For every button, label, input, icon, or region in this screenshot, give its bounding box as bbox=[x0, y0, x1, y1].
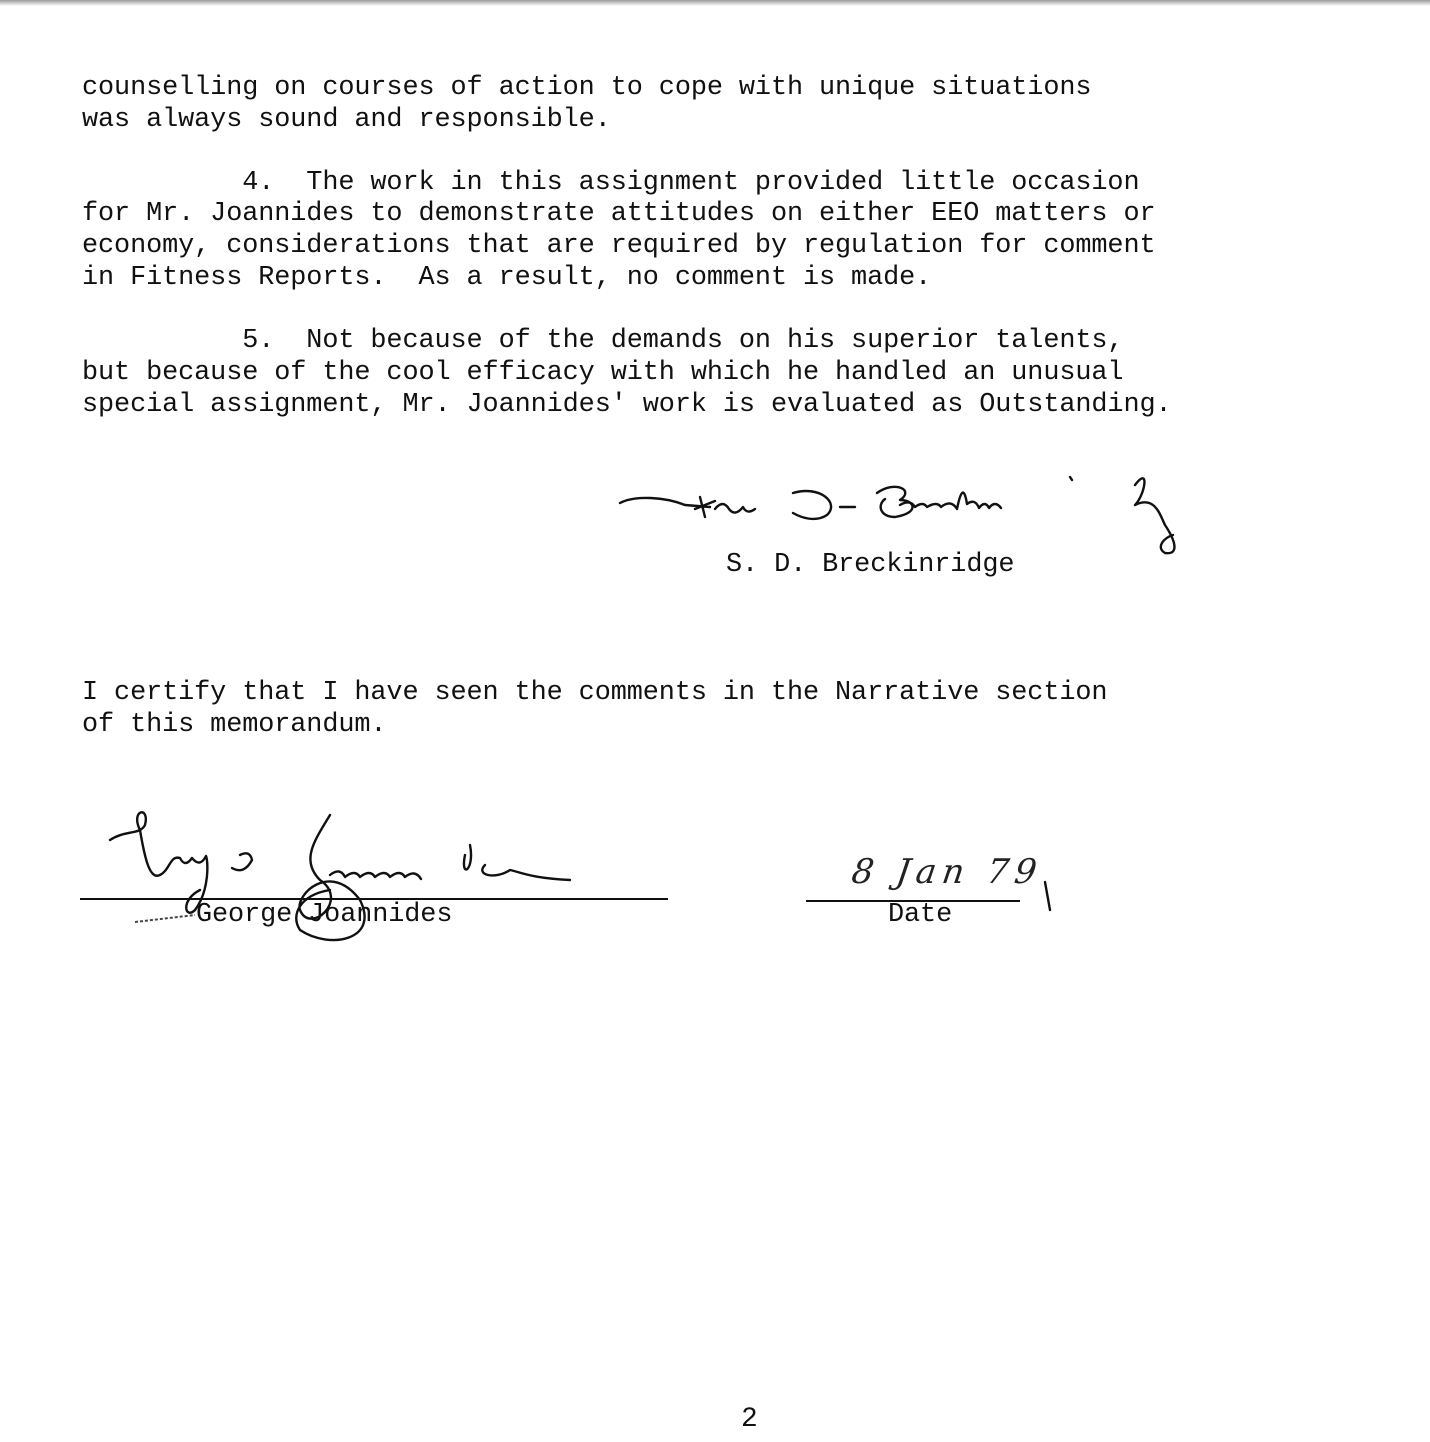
paragraph-5-line: special assignment, Mr. Joannides' work is evaluated as Outstanding. bbox=[82, 390, 1172, 420]
signatory-name-label: George Joannides bbox=[196, 900, 453, 930]
certify-line: I certify that I have seen the comments in the Narrative section bbox=[82, 678, 1108, 708]
paragraph-4-line: 4. The work in this assignment provided little occasion bbox=[82, 168, 1140, 198]
handwritten-date: 8 Jan 79 bbox=[849, 852, 1046, 892]
paragraph-4-line: for Mr. Joannides to demonstrate attitudes on either EEO matters or bbox=[82, 199, 1156, 229]
date-label: Date bbox=[888, 900, 953, 930]
paragraph-4-line: in Fitness Reports. As a result, no comment is made. bbox=[82, 263, 932, 293]
date-flourish bbox=[1040, 880, 1060, 920]
paragraph-5-line: but because of the cool efficacy with which he handled an unusual bbox=[82, 358, 1124, 388]
joannides-signature bbox=[100, 800, 590, 980]
page-number: 2 bbox=[741, 1404, 758, 1435]
text-line: counselling on courses of action to cope with unique situations bbox=[82, 73, 1092, 103]
paragraph-4-line: economy, considerations that are required by regulation for comment bbox=[82, 231, 1156, 261]
text-line: was always sound and responsible. bbox=[82, 105, 611, 135]
viewer-top-edge bbox=[0, 0, 1430, 6]
certify-line: of this memorandum. bbox=[82, 710, 387, 740]
paragraph-5-line: 5. Not because of the demands on his superior talents, bbox=[82, 326, 1124, 356]
signer-name: S. D. Breckinridge bbox=[726, 550, 1015, 580]
